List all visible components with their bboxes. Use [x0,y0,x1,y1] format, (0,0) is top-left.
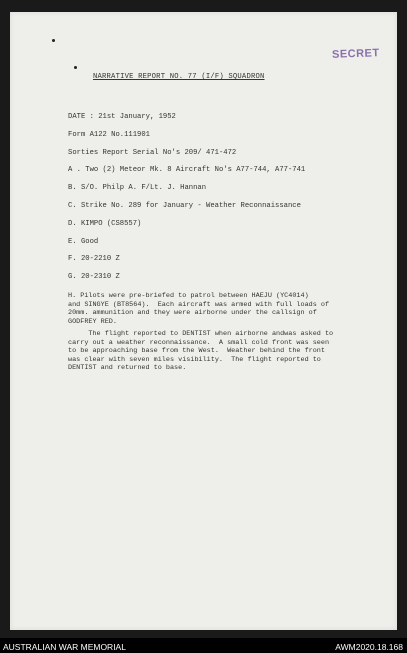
secret-stamp: SECRET [331,47,380,61]
ink-speck [52,39,55,42]
report-line-g: G. 20-2310 Z [68,273,120,281]
report-line-a: A . Two (2) Meteor Mk. 8 Aircraft No's A77-744, A77-741 [68,166,306,174]
report-line-b: B. S/O. Philp A. F/Lt. J. Hannan [68,184,207,192]
ink-speck [74,66,77,69]
report-line-c: C. Strike No. 289 for January - Weather Reconnaissance [68,202,301,210]
report-line-form: Form A122 No.111901 [68,131,150,139]
archive-footer [0,638,407,653]
report-paragraph-h: H. Pilots were pre-briefed to patrol between HAEJU (YC4014) and SINGYE (BT8564). Each aircraft was armed with full loads of 20mm. ammunition and they were airborne under the callsign of GODFREY RED. [68,292,330,326]
report-line-d: D. KIMPO (CS8557) [68,220,142,228]
report-line-e: E. Good [68,238,99,246]
report-line-date: DATE : 21st January, 1952 [68,113,176,121]
report-line-serial: Sorties Report Serial No's 209/ 471-472 [68,149,237,157]
report-line-f: F. 20-2210 Z [68,255,120,263]
footer-institution: AUSTRALIAN WAR MEMORIAL [3,642,126,652]
footer-catalogue-id: AWM2020.18.168 [335,642,403,652]
report-title: NARRATIVE REPORT NO. 77 (I/F) SQUADRON [93,73,265,81]
report-paragraph-weather: The flight reported to DENTIST when airborne andwas asked to carry out a weather reconnaissance. A small cold front was seen to be approaching base from the West. Weather behind the front was clear with seven miles visibility. The flight reported to DENTIST and returned to base. [68,330,334,373]
document-page [10,12,397,630]
